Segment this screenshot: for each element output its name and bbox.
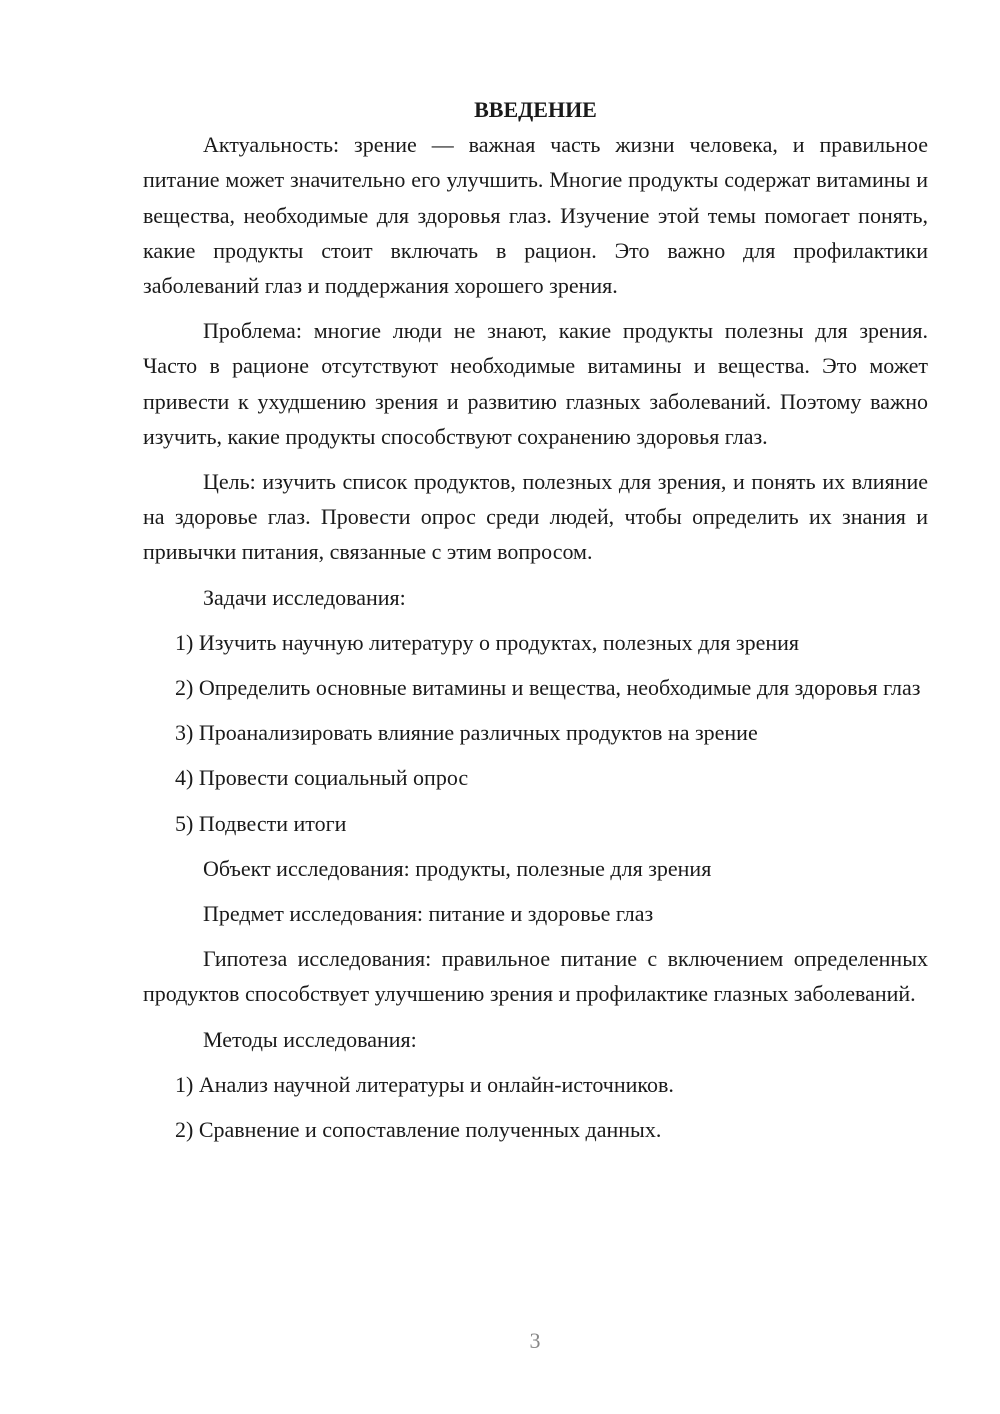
task-item: 5) Подвести итоги bbox=[175, 810, 347, 836]
object-paragraph: Объект исследования: продукты, полезные для зрения bbox=[203, 855, 712, 881]
goal-paragraph: Цель: изучить список продуктов, полезных для зрения, и понять их влияние на здоровье глаз. Провести опрос среди людей, чтобы определить их знания и привычки питания, связанные с этим вопросом. bbox=[143, 469, 928, 565]
hypothesis-paragraph: Гипотеза исследования: правильное питание с включением определенных продуктов способствует улучшению зрения и профилактике глазных заболеваний. bbox=[143, 946, 928, 1007]
problem-paragraph: Проблема: многие люди не знают, какие продукты полезны для зрения. Часто в рационе отсутствуют необходимые витамины и вещества. Это может привести к ухудшению зрения и развитию глазных заболеваний. Поэтому важно изучить, какие продукты способствуют сохранению здоровья глаз. bbox=[143, 318, 928, 449]
document-page bbox=[143, 92, 928, 1157]
task-item: 3) Проанализировать влияние различных продуктов на зрение bbox=[175, 720, 758, 746]
task-item: 4) Провести социальный опрос bbox=[175, 765, 469, 791]
relevance-paragraph: Актуальность: зрение — важная часть жизни человека, и правильное питание может значительно его улучшить. Многие продукты содержат витамины и вещества, необходимые для здоровья глаз. Изучение этой темы помогает понять, какие продукты стоит включать в рацион. Это важно для профилактики заболеваний глаз и поддержания хорошего зрения. bbox=[143, 132, 928, 299]
methods-heading: Методы исследования: bbox=[203, 1026, 417, 1052]
task-item: 1) Изучить научную литературу о продуктах, полезных для зрения bbox=[175, 629, 800, 655]
method-item: 2) Сравнение и сопоставление полученных данных. bbox=[175, 1117, 662, 1143]
tasks-heading: Задачи исследования: bbox=[203, 584, 406, 610]
task-item: 2) Определить основные витамины и вещества, необходимые для здоровья глаз bbox=[175, 675, 921, 701]
subject-paragraph: Предмет исследования: питание и здоровье глаз bbox=[203, 901, 654, 927]
page-number: 3 bbox=[529, 1328, 541, 1353]
section-title: ВВЕДЕНИЕ bbox=[474, 97, 597, 122]
method-item: 1) Анализ научной литературы и онлайн-источников. bbox=[175, 1071, 674, 1097]
